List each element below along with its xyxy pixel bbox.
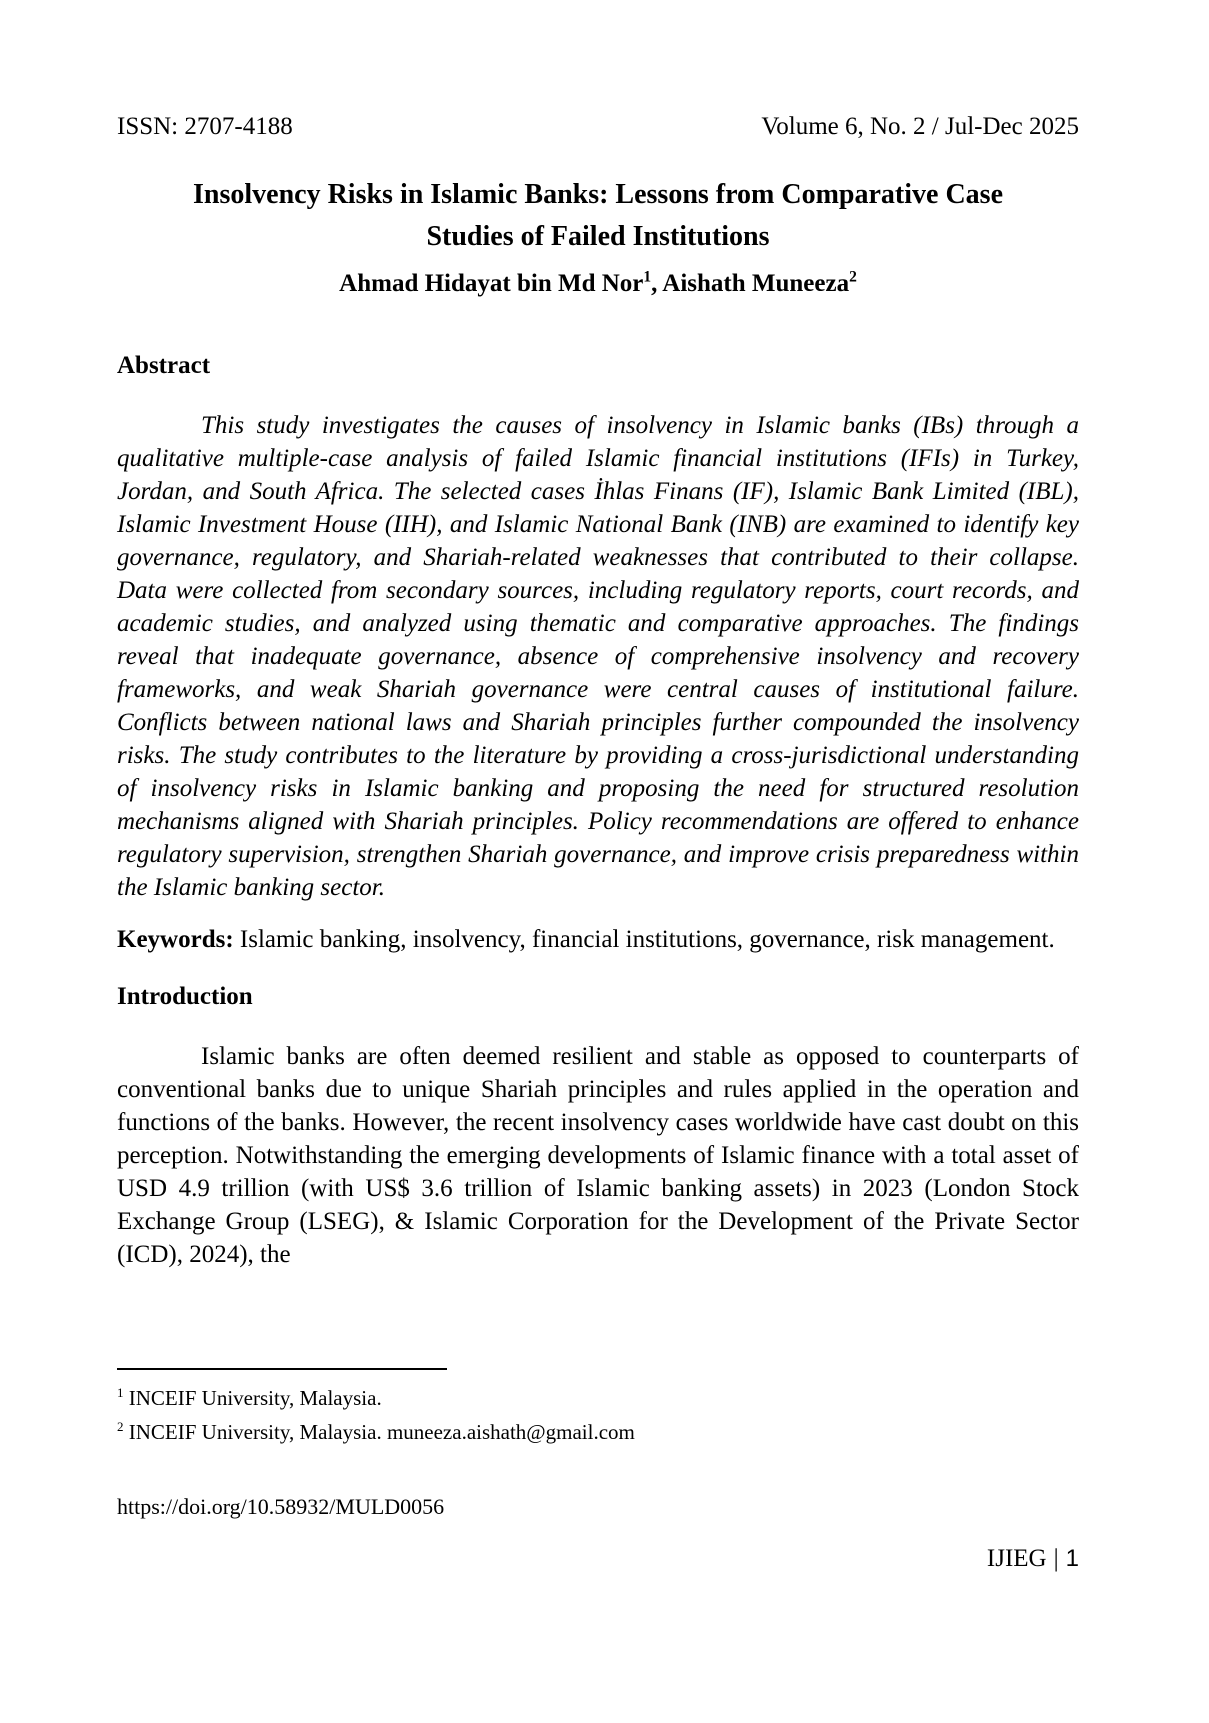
footer-separator: |: [1053, 1544, 1059, 1572]
volume-info: Volume 6, No. 2 / Jul-Dec 2025: [761, 113, 1079, 140]
author-2-footnote-ref: 2: [849, 268, 857, 286]
footnote-2-marker: 2: [117, 1418, 124, 1434]
keywords-label: Keywords:: [117, 925, 234, 953]
author-1-name: Ahmad Hidayat bin Md Nor: [339, 270, 644, 297]
authors-line: [117, 268, 1079, 301]
issn-label: ISSN: 2707-4188: [117, 113, 293, 140]
footnote-area: [117, 1368, 1079, 1579]
footnote-2-text: INCEIF University, Malaysia. muneeza.aishath@gmail.com: [123, 1419, 635, 1444]
footnote-separator-rule: [117, 1368, 447, 1370]
article-title-line-1: Insolvency Risks in Islamic Banks: Lessons from Comparative Case: [193, 179, 1003, 210]
journal-abbreviation: IJIEG: [986, 1544, 1047, 1572]
footnote-1: [117, 1382, 1079, 1416]
article-title-line-2: Studies of Failed Institutions: [426, 221, 770, 252]
doi-link[interactable]: https://doi.org/10.58932/MULD0056: [117, 1494, 445, 1520]
footnote-1-text: INCEIF University, Malaysia.: [123, 1386, 382, 1410]
article-title: [117, 174, 1079, 258]
introduction-paragraph: Islamic banks are often deemed resilient and stable as opposed to counterparts of conventional banks due to unique Shariah principles and rules applied in the operation and functions of the banks. However, the recent insolvency cases worldwide have cast doubt on this perception. Notwithstanding the emerging developments of Islamic finance with a total asset of USD 4.9 trillion (with US$ 3.6 trillion of Islamic banking assets) in 2023 (London Stock Exchange Group (LSEG), & Islamic Corporation for the Development of the Private Sector (ICD), 2024), the: [117, 1042, 1079, 1268]
abstract-heading: Abstract: [117, 351, 211, 379]
author-2-name: Aishath Muneeza: [662, 270, 850, 297]
footnote-2: [117, 1416, 1079, 1450]
introduction-heading: Introduction: [117, 982, 253, 1010]
authors-separator: ,: [651, 270, 663, 297]
page-number: 1: [1065, 1544, 1079, 1572]
footnote-1-marker: 1: [117, 1385, 124, 1400]
keywords-line: [117, 922, 1079, 958]
author-1-footnote-ref: 1: [643, 268, 652, 286]
page-header: [117, 112, 1079, 142]
page-footer: [117, 1539, 1079, 1579]
abstract-text: This study investigates the causes of insolvency in Islamic banks (IBs) through a qualitative multiple-case analysis of failed Islamic financial institutions (IFIs) in Turkey, Jordan, and South Africa. The selected cases İhlas Finans (IF), Islamic Bank Limited (IBL), Islamic Investment House (IIH), and Islamic National Bank (INB) are examined to identify key governance, regulatory, and Shariah-related weaknesses that contributed to their collapse. Data were collected from secondary sources, including regulatory reports, court records, and academic studies, and analyzed using thematic and comparative approaches. The findings reveal that inadequate governance, absence of comprehensive insolvency and recovery frameworks, and weak Shariah governance were central causes of institutional failure. Conflicts between national laws and Shariah principles further compounded the insolvency risks. The study contributes to the literature by providing a cross-jurisdictional understanding of insolvency risks in Islamic banking and proposing the need for structured resolution mechanisms aligned with Shariah principles. Policy recommendations are offered to enhance regulatory supervision, strengthen Shariah governance, and improve crisis preparedness within the Islamic banking sector.: [117, 411, 1079, 901]
keywords-text: Islamic banking, insolvency, financial institutions, governance, risk management.: [233, 925, 1055, 953]
